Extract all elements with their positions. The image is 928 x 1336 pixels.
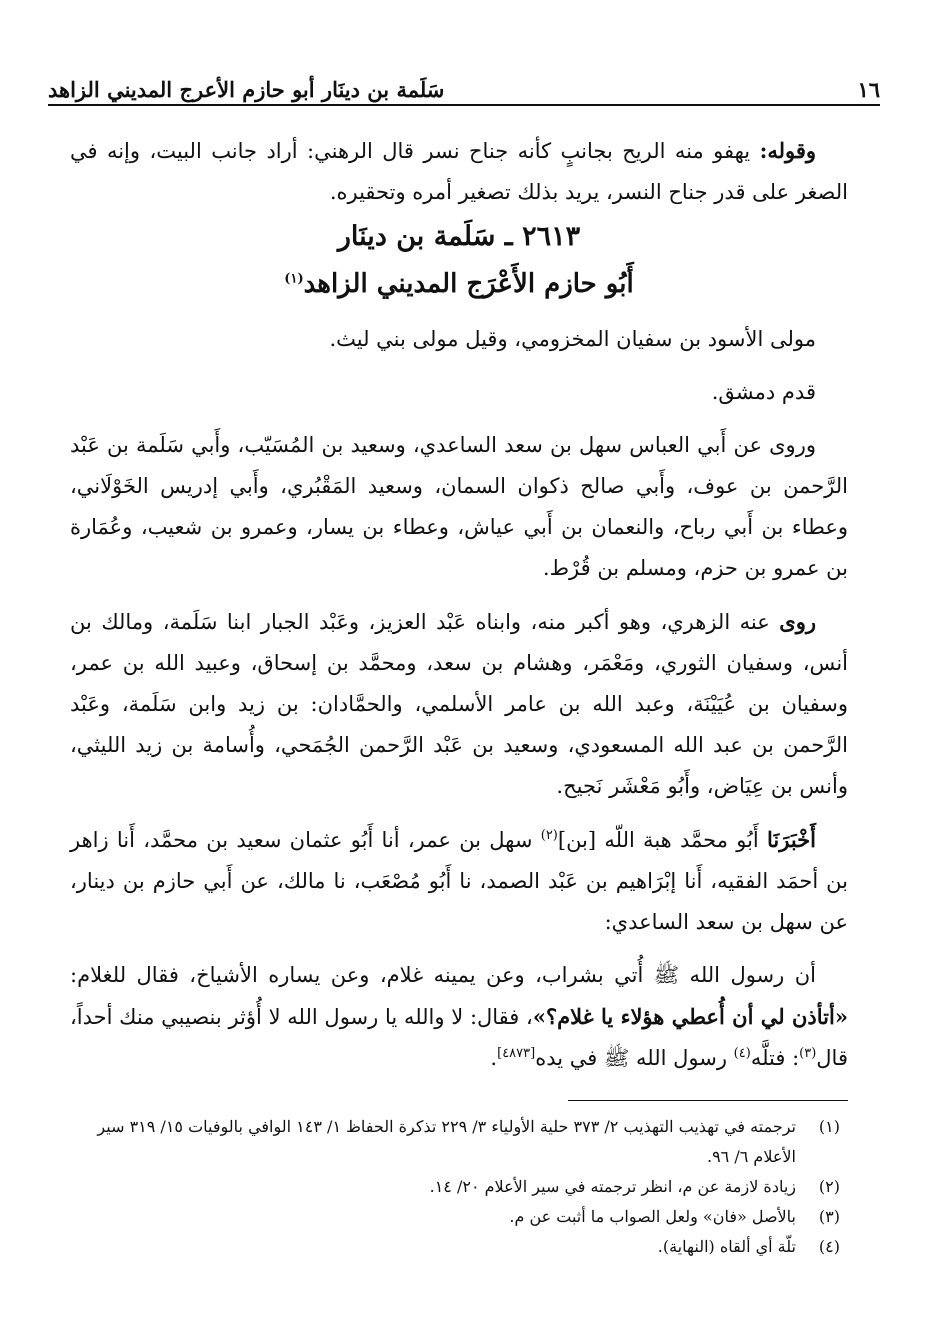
entry-title: ٢٦١٣ ـ سَلَمة بن دينَار <box>337 221 581 252</box>
footnote-number: (٤) <box>818 1237 840 1256</box>
hadith-paragraph <box>70 955 848 1079</box>
footnote-marker-1: (١) <box>284 271 304 287</box>
main-text <box>70 130 848 1079</box>
footnote-marker-4: (٤) <box>733 1046 751 1061</box>
hadith-text-a: أن رسول الله ﷺ أُتي بشراب، وعن يمينه غلام، وعن يساره الأشياخ، فقال للغلام: <box>70 963 816 987</box>
footnote-marker-3: (٣) <box>799 1046 817 1061</box>
footnote-item <box>70 1112 840 1172</box>
footnote-separator <box>568 1100 848 1101</box>
footnote-marker-2: (٢) <box>540 828 558 843</box>
footnote-text: زيادة لازمة عن م، انظر ترجمته في سير الأعلام ٢٠/ ١٤. <box>429 1177 796 1196</box>
footnote-item <box>70 1172 840 1202</box>
hadith-reference-number: [٤٨٧٣] <box>497 1046 536 1061</box>
footnote-text: بالأصل «فان» ولعل الصواب ما أثبت عن م. <box>509 1207 796 1226</box>
page-number: ١٦ <box>857 77 880 102</box>
qadim-paragraph: قدم دمشق. <box>711 380 816 404</box>
hadith-end: . <box>490 1046 498 1070</box>
intro-line-1: يهفو منه الريح بجانبٍ كأنه جناح نسر قال الرهني: أراد جانب البيت، <box>149 139 751 163</box>
anhu-paragraph <box>70 601 848 807</box>
anhu-lead: روى <box>779 609 816 634</box>
page-header <box>48 54 880 102</box>
anhu-text: عنه الزهري، وهو أكبر منه، وابناه عَبْد العزيز، وعَبْد الجبار ابنا سَلَمة، ومالك بن أنس، وسفيان الثوري، ومَعْمَر، وهشام بن سعد، ومحمَّد بن إسحاق، وعبيد الله بن عمر، وسفيان بن عُيَيْنَة، وعبد الله بن عامر الأسلمي، والحمَّادان: بن زيد وابن سَلَمة، وعَبْد الرَّحمن بن عبد الله المسعودي، وسعيد بن عَبْد الرَّحمن الجُمَحي، وأُسامة بن زيد الليثي، وأنس بن عِيَاض، وأَبُو مَعْشَر نَجيح. <box>70 610 848 798</box>
isnad-text-b: سهل بن عمر، أنا أَبُو عثمان سعيد بن محمَّد، أَنا زاهر بن أحمَد الفقيه، أَنا إبْرَاهيم بن عَبْد الصمد، نا أَبُو مُصْعَب، نا مالك، عن أَبي حازم بن دينار، عن سهل بن سعد الساعدي: <box>70 828 848 934</box>
footnotes <box>70 1112 840 1262</box>
footnote-number: (٣) <box>818 1207 840 1226</box>
footnote-text: تلّة أي ألقاه (النهاية). <box>657 1237 796 1256</box>
hadith-quote: «أتأذن لي أن أُعطي هؤلاء يا غلام؟» <box>532 1004 848 1029</box>
running-title: سَلَمة بن دينَار أبو حازم الأعرج المديني الزاهد <box>48 77 445 102</box>
isnad-paragraph <box>70 819 848 943</box>
footnote-item <box>70 1202 840 1232</box>
intro-paragraph <box>70 130 848 213</box>
isnad-text-a: أَبُو محمَّد هبة اللّه [بن] <box>557 828 759 852</box>
hadith-text-d: رسول الله ﷺ في يده <box>535 1046 727 1070</box>
footnote-number: (١) <box>818 1117 840 1136</box>
intro-line-2: وإنه في الصغر على قدر جناح النسر، يريد بذلك تصغير أمره وتحقيره. <box>70 139 848 204</box>
hadith-text-b: ، فقال: لا والله يا رسول الله لا أُؤثر بنصيبي منك أحداً، قال <box>70 1005 848 1070</box>
isnad-lead: أَخْبَرَنَا <box>767 827 816 852</box>
footnote-text: ترجمته في تهذيب التهذيب ٢/ ٣٧٣ حلية الأولياء ٣/ ٢٢٩ تذكرة الحفاظ ١/ ١٤٣ الوافي بالوفيات ١٥/ ٣١٩ سير الأعلام ٦/ ٩٦. <box>97 1117 796 1166</box>
footnote-item <box>70 1232 840 1262</box>
mawla-paragraph: مولى الأسود بن سفيان المخزومي، وقيل مولى بني ليث. <box>329 327 816 351</box>
rawa-paragraph: وروى عن أَبي العباس سهل بن سعد الساعدي، وسعيد بن المُسَيّب، وأَبي سَلَمة بن عَبْد الرَّحمن بن عوف، وأَبي صالح ذكوان السمان، وسعيد المَقْبُري، وأَبي إدريس الخَوْلَاني، وعطاء بن أَبي رباح، والنعمان بن أَبي عياش، وعطاء بن يسار، وعمرو بن شعيب، وعُمَارة بن عمرو بن حزم، ومسلم بن قُرْط. <box>70 433 848 580</box>
header-rule <box>48 104 880 106</box>
footnote-number: (٢) <box>818 1177 840 1196</box>
intro-lead: وقوله: <box>759 138 816 163</box>
entry-subtitle: أَبُو حازم الأَعْرَج المديني الزاهد <box>303 269 634 299</box>
hadith-text-c: : فتلَّه <box>750 1046 800 1070</box>
entry-subtitle-line <box>70 261 848 307</box>
